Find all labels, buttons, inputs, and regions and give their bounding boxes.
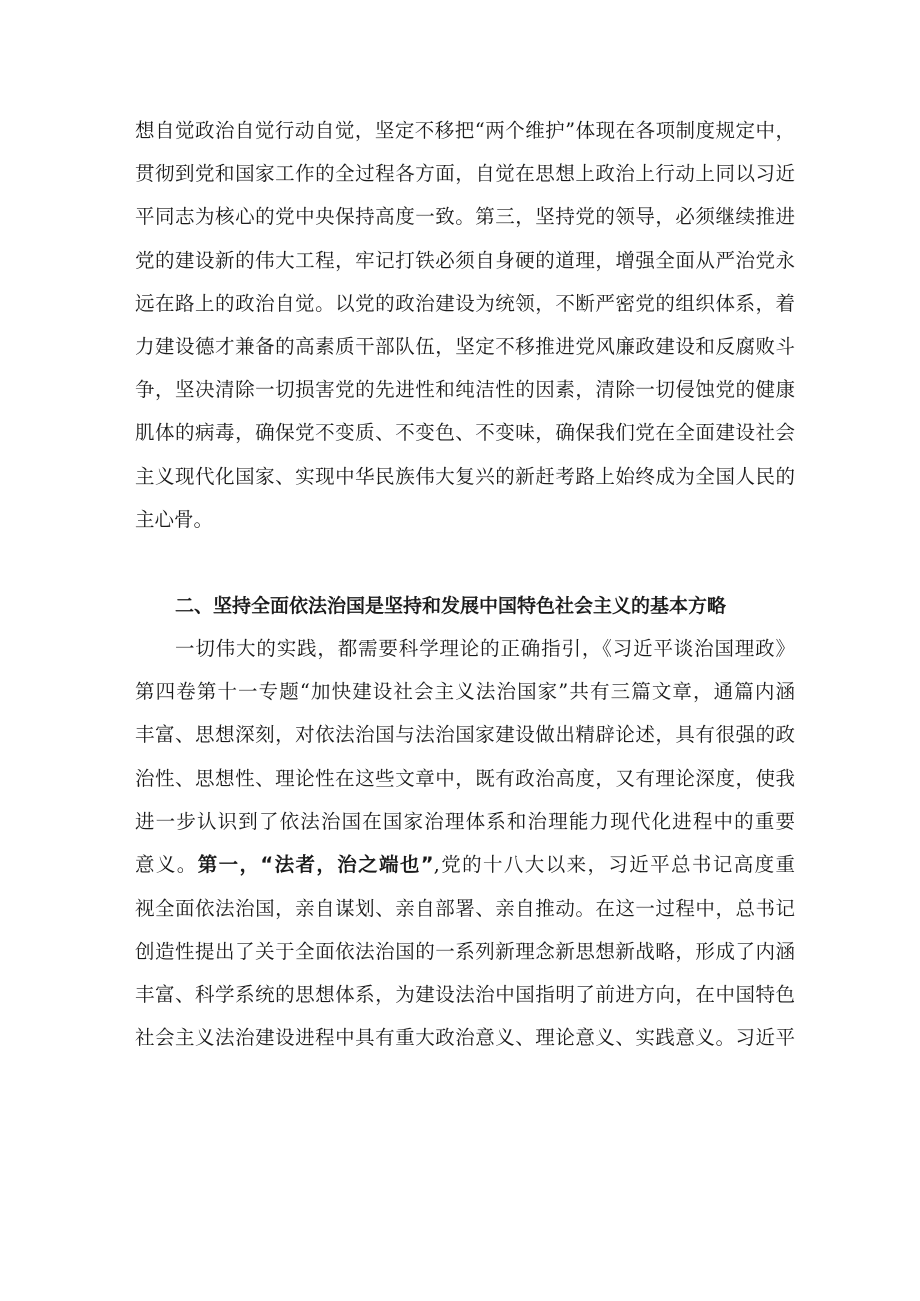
paragraph-2-line-6 <box>135 853 795 877</box>
paragraph-2-line-7: 视全面依法治国，亲自谋划、亲自部署、亲自推动。在这一过程中，总书记 <box>135 897 795 920</box>
paragraph-1-line-10: 主心骨。 <box>135 508 214 531</box>
paragraph-2-line-5: 进一步认识到了依法治国在国家治理体系和治理能力现代化进程中的重要 <box>135 810 795 833</box>
bold-emphasis: 第一，“法者，治之端也” <box>197 853 434 876</box>
paragraph-2-line-10: 社会主义法治建设进程中具有重大政治意义、理论意义、实践意义。习近平 <box>135 1026 795 1049</box>
paragraph-2-line-8: 创造性提出了关于全面依法治国的一系列新理念新思想新战略，形成了内涵 <box>135 940 795 963</box>
paragraph-1-line-4: 党的建设新的伟大工程，牢记打铁必须自身硬的道理，增强全面从严治党永 <box>135 249 795 272</box>
line-6-suffix: ,党的十八大以来，习近平总书记高度重 <box>433 853 795 876</box>
line-6-prefix: 意义。 <box>135 853 198 876</box>
paragraph-1-line-7: 争，坚决清除一切损害党的先进性和纯洁性的因素，清除一切侵蚀党的健康 <box>135 378 795 401</box>
paragraph-1-line-5: 远在路上的政治自觉。以党的政治建设为统领，不断严密党的组织体系，着 <box>135 292 795 315</box>
paragraph-2-line-2: 第四卷第十一专题“加快建设社会主义法治国家”共有三篇文章，通篇内涵 <box>135 680 795 703</box>
paragraph-1-line-8: 肌体的病毒，确保党不变质、不变色、不变味，确保我们党在全面建设社会 <box>135 421 795 444</box>
section-heading: 二、坚持全面依法治国是坚持和发展中国特色社会主义的基本方略 <box>175 595 727 617</box>
paragraph-2-line-3: 丰富、思想深刻，对依法治国与法治国家建设做出精辟论述，具有很强的政 <box>135 723 795 746</box>
paragraph-1-line-3: 平同志为核心的党中央保持高度一致。第三，坚持党的领导，必须继续推进 <box>135 205 795 228</box>
paragraph-1-line-6: 力建设德才兼备的高素质干部队伍，坚定不移推进党风廉政建设和反腐败斗 <box>135 335 795 358</box>
paragraph-1-line-2: 贯彻到党和国家工作的全过程各方面，自觉在思想上政治上行动上同以习近 <box>135 162 795 185</box>
paragraph-1-line-9: 主义现代化国家、实现中华民族伟大复兴的新赶考路上始终成为全国人民的 <box>135 465 795 488</box>
paragraph-1-line-1: 想自觉政治自觉行动自觉，坚定不移把“两个维护”体现在各项制度规定中， <box>135 119 795 142</box>
paragraph-2-line-9: 丰富、科学系统的思想体系，为建设法治中国指明了前进方向，在中国特色 <box>135 983 795 1006</box>
paragraph-2-line-1: 一切伟大的实践，都需要科学理论的正确指引，《习近平谈治国理政》 <box>175 637 795 660</box>
paragraph-2-line-4: 治性、思想性、理论性在这些文章中，既有政治高度，又有理论深度，使我 <box>135 767 795 790</box>
